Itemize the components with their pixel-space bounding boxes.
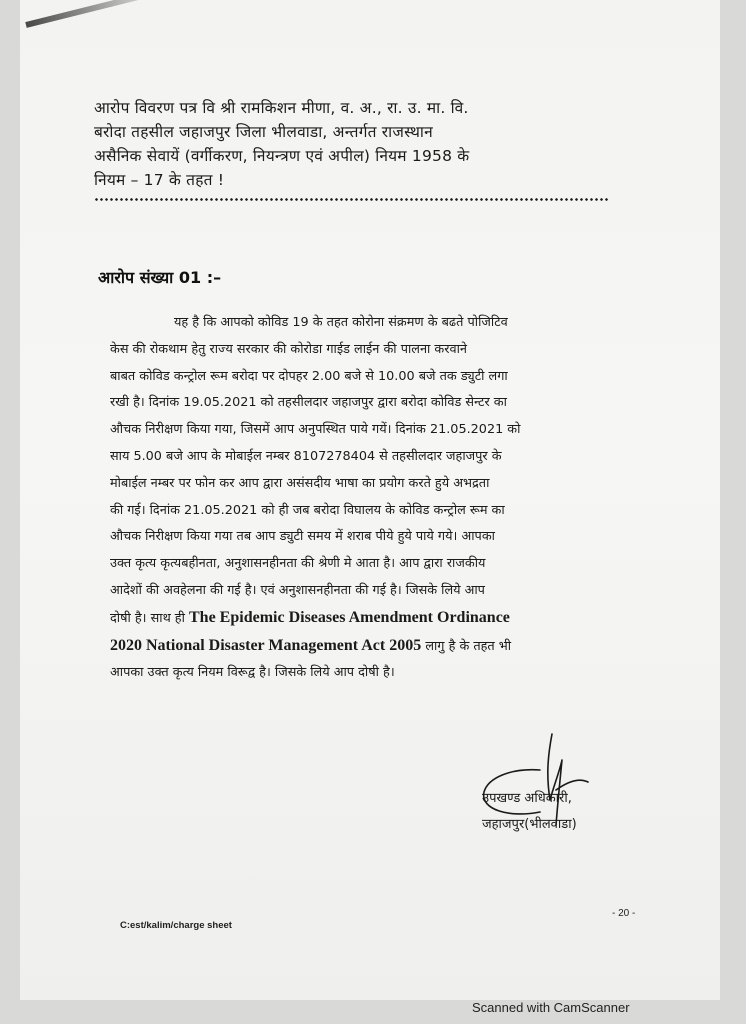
signatory-place: जहाजपुर(भीलवाडा): [482, 817, 577, 832]
body-line: साय 5.00 बजे आप के मोबाईल नम्बर 8107278404 से तहसीलदार जहाजपुर के: [110, 448, 502, 464]
charge-heading: आरोप संख्या 01 :–: [98, 268, 222, 287]
dotted-divider: [94, 198, 609, 201]
page-number: - 20 -: [612, 908, 636, 919]
body-line: आपका उक्त कृत्य नियम विरूद्व है। जिसके लिये आप दोषी है।: [110, 665, 395, 681]
body-text-english: The Epidemic Diseases Amendment Ordinance: [189, 608, 510, 626]
signatory-title: उपखण्ड अधिकारी,: [482, 791, 572, 806]
header-line: बरोदा तहसील जहाजपुर जिला भीलवाडा, अन्तर्गत राजस्थान: [94, 123, 433, 141]
body-line: बाबत कोविड कन्ट्रोल रूम बरोदा पर दोपहर 2.00 बजे से 10.00 बजे तक ड्युटी लगा: [110, 368, 508, 384]
page-fold-shadow: [25, 0, 172, 28]
header-line: असैनिक सेवायें (वर्गीकरण, नियन्त्रण एवं अपील) नियम 1958 के: [94, 147, 470, 165]
body-line: उक्त कृत्य कृत्यबहीनता, अनुशासनहीनता की श्रेणी मे आता है। आप द्वारा राजकीय: [110, 556, 486, 572]
body-line-mixed: [110, 605, 630, 633]
body-line: आदेशों की अवहेलना की गई है। एवं अनुशासनहीनता की गई है। जिसके लिये आप: [110, 582, 485, 598]
body-line-mixed: [110, 633, 630, 661]
header-line: नियम – 17 के तहत !: [94, 171, 225, 189]
header-line: आरोप विवरण पत्र वि श्री रामकिशन मीणा, व. अ., रा. उ. मा. वि.: [94, 99, 469, 117]
file-path: C:est/kalim/charge sheet: [120, 920, 232, 931]
charge-body: [110, 310, 630, 687]
body-text-hindi: दोषी है। साथ ही: [110, 610, 185, 626]
body-line: औचक निरीक्षण किया गया, जिसमें आप अनुपस्थित पाये गयें। दिनांक 21.05.2021 को: [110, 422, 521, 438]
body-line: मोबाईल नम्बर पर फोन कर आप द्वारा असंसदीय भाषा का प्रयोग करते हुये अभद्रता: [110, 475, 490, 491]
body-text-english: 2020 National Disaster Management Act 2005: [110, 636, 422, 654]
scanner-watermark: Scanned with CamScanner: [472, 1000, 630, 1015]
document-header: [94, 96, 614, 192]
body-line: की गई। दिनांक 21.05.2021 को ही जब बरोदा विघालय के कोविड कन्ट्रोल रूम का: [110, 502, 505, 518]
body-line: यह है कि आपको कोविड 19 के तहत कोरोना संक्रमण के बढते पोजिटिव: [174, 315, 508, 330]
body-line: रखी है। दिनांक 19.05.2021 को तहसीलदार जहाजपुर द्वारा बरोदा कोविड सेन्टर का: [110, 395, 507, 411]
body-line: औचक निरीक्षण किया गया तब आप ड्युटी समय में शराब पीये हुये पाये गये। आपका: [110, 529, 495, 545]
body-text-hindi: लागु है के तहत भी: [425, 638, 512, 654]
body-line: केस की रोकथाम हेतु राज्य सरकार की कोरोडा गाईड लाईन की पालना करवाने: [110, 341, 468, 357]
